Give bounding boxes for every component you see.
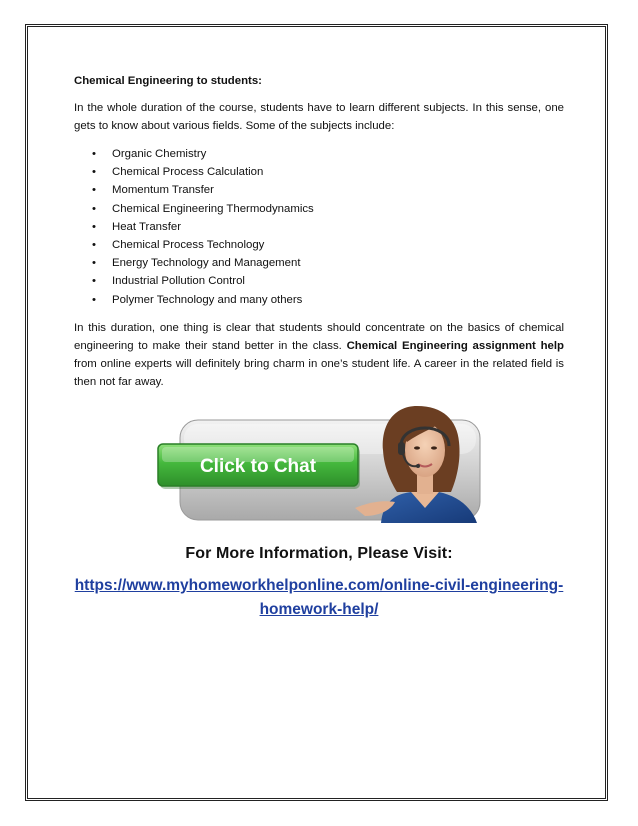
list-item: • Chemical Engineering Thermodynamics bbox=[112, 200, 564, 218]
list-item: • Momentum Transfer bbox=[112, 181, 564, 199]
document-body bbox=[74, 72, 564, 401]
bullet-dot-icon: • bbox=[92, 202, 96, 215]
bullet-dot-icon: • bbox=[92, 293, 96, 306]
list-item: • Chemical Process Technology bbox=[112, 236, 564, 254]
bullet-dot-icon: • bbox=[92, 166, 96, 179]
bullet-dot-icon: • bbox=[92, 257, 96, 270]
list-item: • Chemical Process Calculation bbox=[112, 163, 564, 181]
closing-paragraph: In this duration, one thing is clear that students should concentrate on the basics of chemical engineering to make their stand better in the class. Chemical Engineering assignment help from online experts will definitely bring charm in one’s student life. A career in the related field is then not far away. bbox=[74, 321, 564, 388]
section-heading: Chemical Engineering to students: bbox=[74, 75, 262, 87]
click-to-chat-label: Click to Chat bbox=[199, 456, 317, 477]
list-item: • Heat Transfer bbox=[112, 218, 564, 236]
bullet-dot-icon: • bbox=[92, 239, 96, 252]
list-item: • Polymer Technology and many others bbox=[112, 291, 564, 309]
click-to-chat-banner[interactable] bbox=[155, 398, 485, 523]
intro-paragraph: In the whole duration of the course, students have to learn different subjects. In this sense, one gets to know about various fields. Some of the subjects include: bbox=[74, 102, 564, 132]
list-item: • Energy Technology and Management bbox=[112, 254, 564, 272]
bullet-dot-icon: • bbox=[92, 220, 96, 233]
bullet-dot-icon: • bbox=[92, 148, 96, 160]
bullet-dot-icon: • bbox=[92, 275, 96, 288]
more-info-heading: For More Information, Please Visit: bbox=[185, 545, 453, 562]
subjects-list bbox=[74, 145, 564, 309]
bullet-dot-icon: • bbox=[92, 184, 96, 197]
homework-help-link[interactable]: https://www.myhomeworkhelponline.com/online-civil-engineering-homework-help/ bbox=[74, 577, 564, 618]
list-item: • Organic Chemistry bbox=[112, 145, 564, 163]
click-to-chat-button[interactable] bbox=[158, 444, 360, 489]
list-item: • Industrial Pollution Control bbox=[112, 272, 564, 290]
assignment-help-keyword: Chemical Engineering assignment help bbox=[346, 339, 564, 352]
